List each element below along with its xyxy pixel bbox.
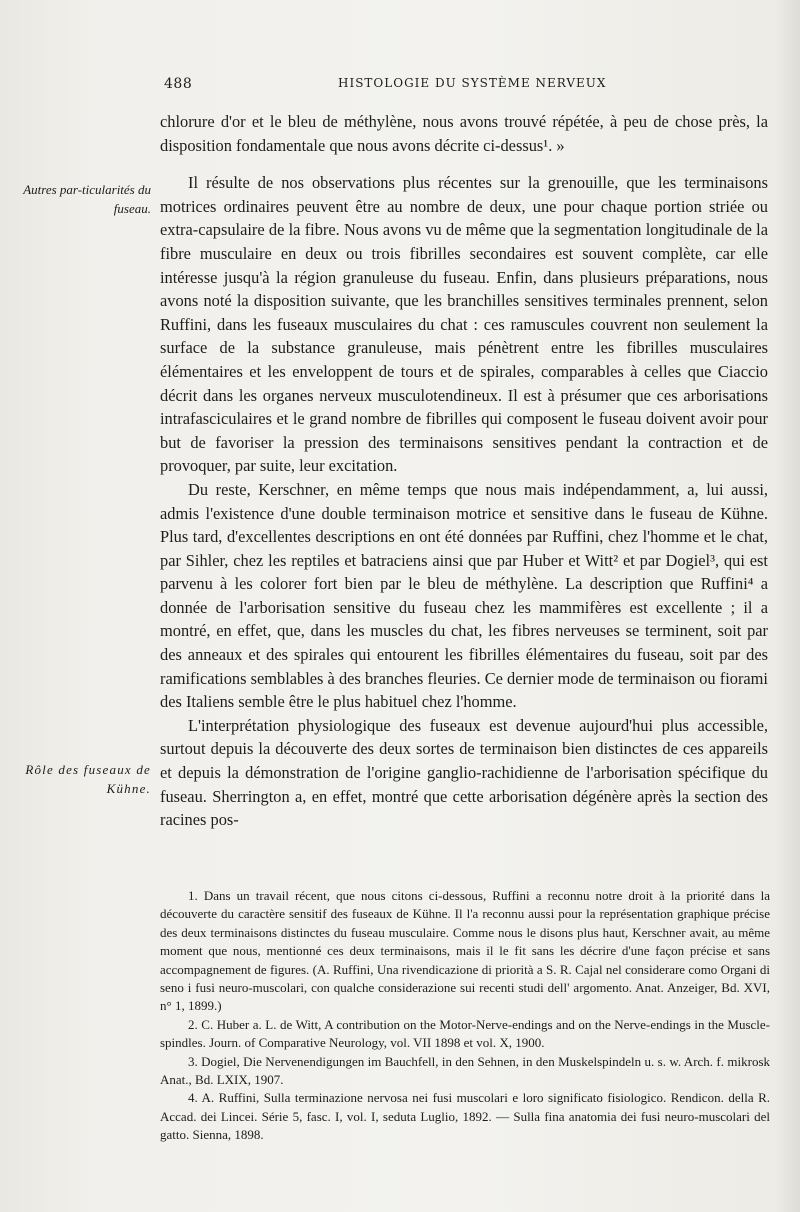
margin-note-role-of-spindles: Rôle des fuseaux de Kühne. <box>25 762 151 796</box>
footnote-4: 4. A. Ruffini, Sulla terminazione nervosa nei fusi muscolari e loro significato fisiologico. Rendicon. della R. Accad. dei Lincei. Série 5, fasc. I, vol. I, seduta Luglio, 1892. — Sulla fina anatomia dei fusi neuro-muscolari del gatto. Sienna, 1898. <box>160 1090 770 1143</box>
footnote-2: 2. C. Huber a. L. de Witt, A contribution on the Motor-Nerve-endings and on the Nerve-endings in the Muscle-spindles. Journ. of Comparative Neurology, vol. VII 1898 et vol. X, 1900. <box>160 1016 770 1051</box>
paragraph-frog-observations: Il résulte de nos observations plus récentes sur la grenouille, que les terminaisons motrices ordinaires peuvent être au nombre de deux, une pour chaque portion striée ou extra-capsulaire de la fibre. Nous avons vu de même que la segmentation longitudinale de la fibre musculaire en deux ou trois fibrilles secondaires est souvent complète, car elle intéresse jusqu'à la région granuleuse du fuseau. Enfin, dans plusieurs préparations, nous avons noté la disposition suivante, que les branchilles sensitives terminales prennent, selon Ruffini, dans les fuseaux musculaires du chat : ces ramuscules couvrent non seulement la surface de la substance granuleuse, mais pénètrent entre les fibrilles musculaires élémentaires et les enveloppent de tours et de spirales, comparables à celles que Ciaccio décrit dans les organes nerveux musculotendineux. Il est à présumer que ces arborisations intrafasciculaires et le grand nombre de fibrilles qui composent le fuseau doivent avoir pour but de favoriser la pression des terminaisons sensitives pendant la contraction et de provoquer, par suite, leur excitation. <box>160 173 768 476</box>
page-number: 488 <box>164 76 193 92</box>
paragraph-physiological-interpretation: L'interprétation physiologique des fuseaux est devenue aujourd'hui plus accessible, surtout depuis la découverte des deux sortes de terminaison bien distinctes de ces appareils et depuis la démonstration de l'origine ganglio-rachidienne de l'arborisation spécifique du fuseau. Sherrington a, en effet, montré que cette arborisation dégénère après la section des racines pos- <box>160 715 768 830</box>
footnotes <box>160 887 770 1145</box>
footnote-3: 3. Dogiel, Die Nervenendigungen im Bauchfell, in den Sehnen, in den Muskelspindeln u. s. w. Arch. f. mikrosk Anat., Bd. LXIX, 1907. <box>160 1053 770 1088</box>
body-text <box>160 110 768 832</box>
running-header <box>160 76 770 100</box>
page-edge-shadow <box>776 0 800 1212</box>
paragraph-kerschner: Du reste, Kerschner, en même temps que nous mais indépendamment, a, lui aussi, admis l'existence d'une double terminaison motrice et sensitive dans le fuseau de Kühne. Plus tard, d'excellentes descriptions en ont été données par Ruffini, chez l'homme et le chat, par Sihler, chez les reptiles et batraciens ainsi que par Huber et Witt² et par Dogiel³, qui est parvenu à les colorer fort bien par le bleu de méthylène. La description que Ruffini⁴ a donnée de l'arborisation sensitive du fuseau chez les mammifères est excellente ; il a montré, en effet, que, dans les muscles du chat, les fibres nerveuses se terminent, soit par des anneaux et des spirales qui entourent les fibrilles élémentaires du fuseau, soit par des ramifications semblables à des branches fleuries. Ce dernier mode de terminaison ou fiorami des Italiens semble être le plus habituel chez l'homme. <box>160 479 768 712</box>
paragraph-continued: chlorure d'or et le bleu de méthylène, nous avons trouvé répétée, à peu de chose près, la disposition fondamentale que nous avons décrite ci-dessus¹. » <box>160 112 768 155</box>
running-title: HISTOLOGIE DU SYSTÈME NERVEUX <box>338 76 607 90</box>
footnote-1: 1. Dans un travail récent, que nous citons ci-dessous, Ruffini a reconnu notre droit à la priorité dans la découverte du caractère sensitif des fuseaux de Kühne. Il l'a reconnu aussi pour la représentation graphique précise des deux terminaisons distinctes du fuseau musculaire. Comme nous le disons plus haut, Kerschner avait, au même moment que nous, mentionné ces deux terminaisons, mais il le fit sans les décrire d'une façon précise et sans accompagnement de figures. (A. Ruffini, Una rivendicazione di priorità a S. R. Cajal nel considerare como Organi di seno i fusi neuro-muscolari, con qualche considerazione sui recenti studi dell' argomento. Anat. Anzeiger, Bd. XVI, n° 1, 1899.) <box>160 888 770 1014</box>
margin-note-other-particularities: Autres par-ticularités du fuseau. <box>23 182 151 216</box>
